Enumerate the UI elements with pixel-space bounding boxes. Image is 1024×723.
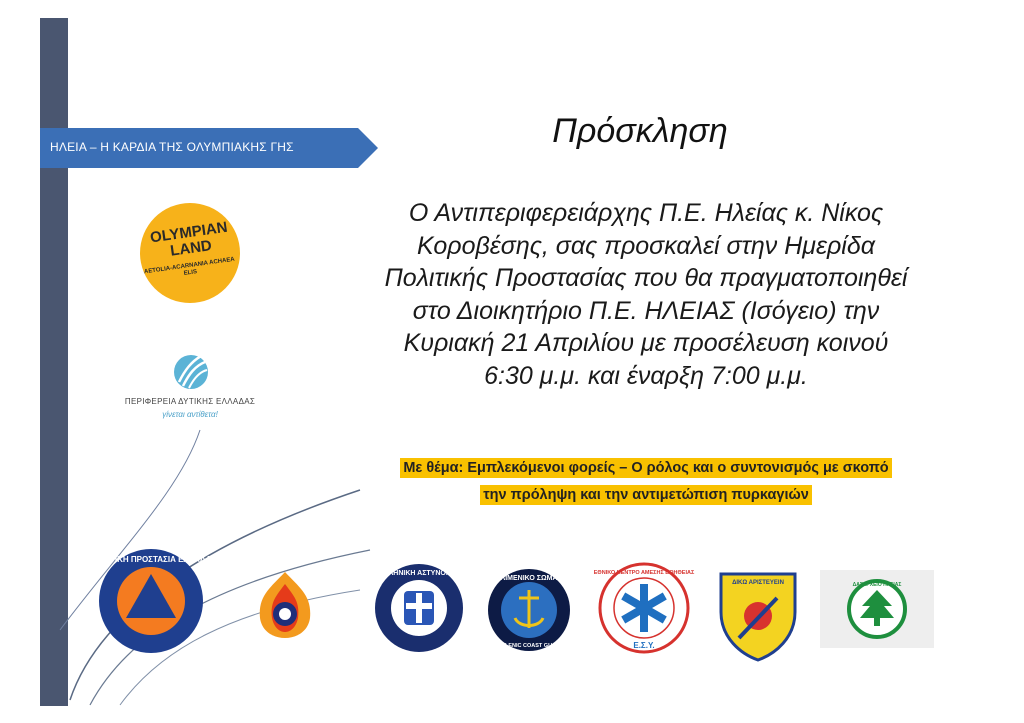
olympian-land-title: OLYMPIAN LAND	[149, 218, 229, 260]
police-text: ΕΛΛΗΝΙΚΗ ΑΣΤΥΝΟΜΙΑ	[379, 570, 459, 577]
topic-line: την πρόληψη και την αντιμετώπιση πυρκαγιών	[480, 485, 812, 505]
coast-guard-top-text: ΛΙΜΕΝΙΚΟ ΣΩΜΑ	[500, 575, 558, 582]
army-shield-logo	[715, 568, 801, 662]
olympian-land-subtitle: AETOLIA-ACARNANIA ACHAEA ELIS	[143, 256, 236, 277]
body-line: Κυριακή 21 Απριλίου με προσέλευση κοινού	[403, 329, 889, 357]
coast-guard-bottom-text: HELLENIC COAST GUARD	[494, 643, 564, 649]
hellenic-police-logo	[374, 563, 464, 653]
region-emblem-icon	[173, 352, 209, 392]
region-name: ΠΕΡΙΦΕΡΕΙΑ ΔΥΤΙΚΗΣ ΕΛΛΑΔΑΣ	[124, 397, 256, 406]
region-banner	[40, 128, 378, 168]
invitation-body	[296, 197, 996, 392]
ekab-ring-text: ΕΘΝΙΚΟ ΚΕΝΤΡΟ ΑΜΕΣΗΣ ΒΟΗΘΕΙΑΣ	[593, 570, 695, 576]
body-line: Κοροβέσης, σας προσκαλεί στην Ημερίδα	[416, 231, 875, 260]
civil-protection-logo	[90, 548, 212, 654]
banner-text: ΗΛΕΙΑ – Η ΚΑΡΔΙΑ ΤΗΣ ΟΛΥΜΠΙΑΚΗΣ ΓΗΣ	[50, 140, 294, 154]
body-line: στο Διοικητήριο Π.Ε. ΗΛΕΙΑΣ (Ισόγειο) την	[412, 296, 880, 325]
coast-guard-logo	[487, 568, 571, 652]
topic-highlight	[296, 455, 996, 509]
ekab-esy-text: Ε.Σ.Υ.	[633, 641, 655, 650]
forestry-logo	[820, 570, 934, 648]
body-line: Πολιτικής Προστασίας που θα πραγματοποιηθεί	[384, 264, 908, 292]
army-motto-text: ΔΙΚΩ ΑΡΙΣΤΕΥΕΙΝ	[732, 580, 784, 586]
ekab-logo	[593, 562, 695, 654]
body-line: Ο Αντιπεριφερειάρχης Π.Ε. Ηλείας κ. Νίκος	[408, 199, 884, 227]
page-title: Πρόσκληση	[552, 112, 728, 150]
fire-service-logo	[250, 570, 320, 640]
region-slogan: γίνεται αντίθετα!	[162, 410, 218, 419]
olympian-land-logo	[140, 203, 240, 303]
civil-protection-text: ΠΟΛΙΤΙΚΗ ΠΡΟΣΤΑΣΙΑ ΕΛΛΑΔΑ	[90, 555, 212, 564]
body-line: 6:30 μ.μ. και έναρξη 7:00 μ.μ.	[484, 361, 808, 390]
forestry-text: ΔΑΣΑΡΧΕΙΟ ΗΛΕΙΑΣ	[852, 582, 902, 588]
topic-line: Με θέμα: Εμπλεκόμενοι φορείς – Ο ρόλος και ο συντονισμός με σκοπό	[400, 458, 891, 478]
